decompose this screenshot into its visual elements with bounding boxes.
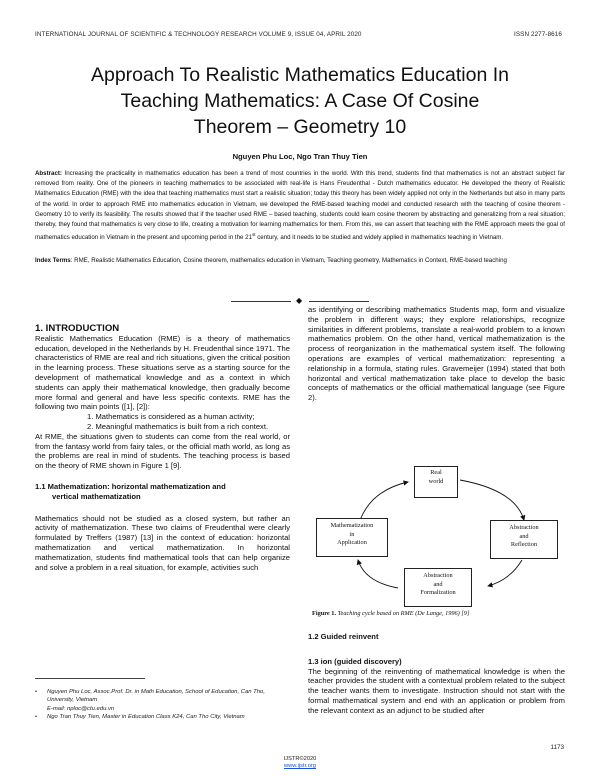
list-item: 1. Mathematics is considered as a human activity; xyxy=(87,412,255,422)
footnote-rule xyxy=(35,678,145,679)
abstract-label: Abstract: xyxy=(35,170,62,177)
main-points-list xyxy=(35,412,290,432)
figure-caption-text: Teaching cycle based on RME (De Lange, 1996) [9] xyxy=(336,610,470,617)
index-terms-label: Index Terms xyxy=(35,257,71,264)
paper-title xyxy=(40,62,560,140)
footer-copyright: IJSTR©2020 xyxy=(283,756,317,762)
footnote-text: Nguyen Phu Loc, Assoc.Prof. Dr. in Math Education, School of Education, Can Tho, University, Vietnam xyxy=(47,689,265,704)
guided-discovery-paragraph: The beginning of the reinventing of mathematical knowledge is when the teacher provides the student with a contextual problem related to the subject the teacher wants them to investigate. Instruction should not start with the formal mathematical system and end with an application or problem from the relevant context as an adjunct to be studied after xyxy=(308,666,565,715)
title-line-1: Approach To Realistic Mathematics Education In xyxy=(90,64,510,86)
abstract-superscript: st xyxy=(252,232,256,238)
abstract-text: Increasing the practicality in mathematics education has been a trend of most countries in the world. With this trend, students find that mathematics is not an abstract subject far removed from reality. One of the pioneers in teaching mathematics to be associated with real-life is Hans Freudenthal - Dutch mathematics educator. He developed the theory of Realistic Mathematics Education (RME) with the idea that teaching mathematics must start a realistic situation; today this theory has been widely applied not only in the Netherlands but also in many parts of the world. In order to approach RME into mathematics education in Vietnam, we developed the RME-based teaching model and conducted research with the teaching of cosine theorem - Geometry 10 to verify its feasibility. The results showed that if the teacher used RME – based teaching, students could learn cosine theorem by abstracting and generalizing from a real situation; thereby, they found that mathematics is very close to life, creating a motivation for learning mathematics for them. From this, we can assert that teaching with the RME approach meets the goal of mathematics education in Vietnam in the present and upcoming period in the 21 xyxy=(35,170,565,242)
figure-box-mathematization: Mathematization in Application xyxy=(316,518,388,557)
bullet-icon: • xyxy=(35,689,38,695)
footnotes xyxy=(35,688,290,722)
separator-line-right xyxy=(309,301,369,302)
figure-box-abstraction-formalization: Abstraction and Formalization xyxy=(404,568,472,607)
footnote-item xyxy=(35,688,290,713)
subsection-1-1-title xyxy=(35,482,290,502)
footnote-email: E-mail: nploc@ctu.edu.vn xyxy=(47,705,115,712)
column-right xyxy=(308,305,565,403)
index-terms xyxy=(35,256,565,266)
figure-1 xyxy=(310,462,566,622)
footnote-text: Ngo Tran Thuy Tien, Master in Education Class K24, Can Tho City, Vietnam xyxy=(47,714,245,721)
section-1-title: 1. INTRODUCTION xyxy=(35,323,120,334)
arrow-real-to-abstraction xyxy=(460,480,524,520)
footnote-item xyxy=(35,713,290,721)
separator-diamond: ◆ xyxy=(296,296,303,305)
page-number: 1173 xyxy=(550,744,564,751)
subsection-1-3-title: 1.3 ion (guided discovery) xyxy=(308,656,402,666)
figure-caption xyxy=(312,610,568,617)
figure-caption-label: Figure 1. xyxy=(312,610,337,617)
title-line-3: Theorem – Geometry 10 xyxy=(193,116,407,138)
footer-website-wrap xyxy=(0,763,600,769)
arrow-application-to-real xyxy=(360,482,408,520)
separator-line-left xyxy=(231,301,291,302)
rme-paragraph: At RME, the situations given to students can come from the real world, or from the fantasy world from fairy tales, or the official math world, as long as the problems are real in mind of students. The teaching process is based on the theory of RME shown in Figure 1 [9]. xyxy=(35,431,290,471)
arrow-formalization-to-application xyxy=(358,560,398,588)
subsection-1-2-title: 1.2 Guided reinvent xyxy=(308,632,379,641)
arrow-abstraction-to-formalization xyxy=(488,560,522,586)
title-line-2: Teaching Mathematics: A Case Of Cosine xyxy=(120,90,480,112)
vertical-math-paragraph: as identifying or describing mathematics Students map, form and visualize the problem in different ways; they explore relationships, recognize similarities in different problems, translate a real-world problem to a known mathematics problem. On the other hand, vertical mathematization is the process of reorganization in the mathematical system itself. The following operations are examples of vertical mathematization: representing a relationship in a formula, stating rules. Gravemeijer (1994) stated that both horizontal and vertical mathematization take place to develop the basic concepts of mathematics or the official mathematical language (see Figure 2). xyxy=(308,305,565,403)
issn: ISSN 2277-8616 xyxy=(514,31,562,38)
intro-paragraph: Realistic Mathematics Education (RME) is a theory of mathematics education, developed in the Netherlands by H. Freudenthal since 1971. The characteristics of RME are real and rich situations, given the critical position in the learning process. These situations serve as a starting source for the development of mathematical knowledge and as a context in which students can apply their mathematical knowledge, then gradually become more formal and general and have less specific contexts. RME has the following two main points ([1], [2]): xyxy=(35,333,290,412)
journal-header: INTERNATIONAL JOURNAL OF SCIENTIFIC & TECHNOLOGY RESEARCH VOLUME 9, ISSUE 04, APRIL 2020 xyxy=(35,31,362,38)
subsection-1-1-line-1: 1.1 Mathematization: horizontal mathematization and xyxy=(35,481,226,491)
authors: Nguyen Phu Loc, Ngo Tran Thuy Tien xyxy=(232,152,368,161)
index-terms-text: : RME, Realistic Mathematics Education, Cosine theorem, mathematics education in Vietnam, Teaching geometry, Mathematics in Context, RME-based teaching xyxy=(70,257,507,264)
bullet-icon: • xyxy=(35,714,38,721)
mathematization-paragraph: Mathematics should not be studied as a closed system, but rather an activity of mathematization. These two claims of Freudenthal were clearly formulated by Treffers (1987) [13] in the context of education: horizontal mathematization and vertical mathematization. In horizontal mathematization, students find mathematical tools that can help organize and solve a problem in a real situation, for example, activities such xyxy=(35,513,290,572)
figure-box-abstraction-reflection: Abstraction and Reflection xyxy=(490,520,558,559)
abstract-tail: century, and it needs to be studied and widely applied in mathematics teaching in Vietnam. xyxy=(255,234,504,242)
abstract xyxy=(35,169,565,243)
subsection-1-1-line-2: vertical mathematization xyxy=(52,491,141,501)
column-left xyxy=(35,324,290,572)
footer-website-link[interactable]: www.ijstr.org xyxy=(284,763,316,769)
column-right-lower xyxy=(308,632,565,716)
list-item: 2. Meaningful mathematics is built from a rich context. xyxy=(87,421,269,431)
figure-box-real-world: Real world xyxy=(414,466,458,498)
